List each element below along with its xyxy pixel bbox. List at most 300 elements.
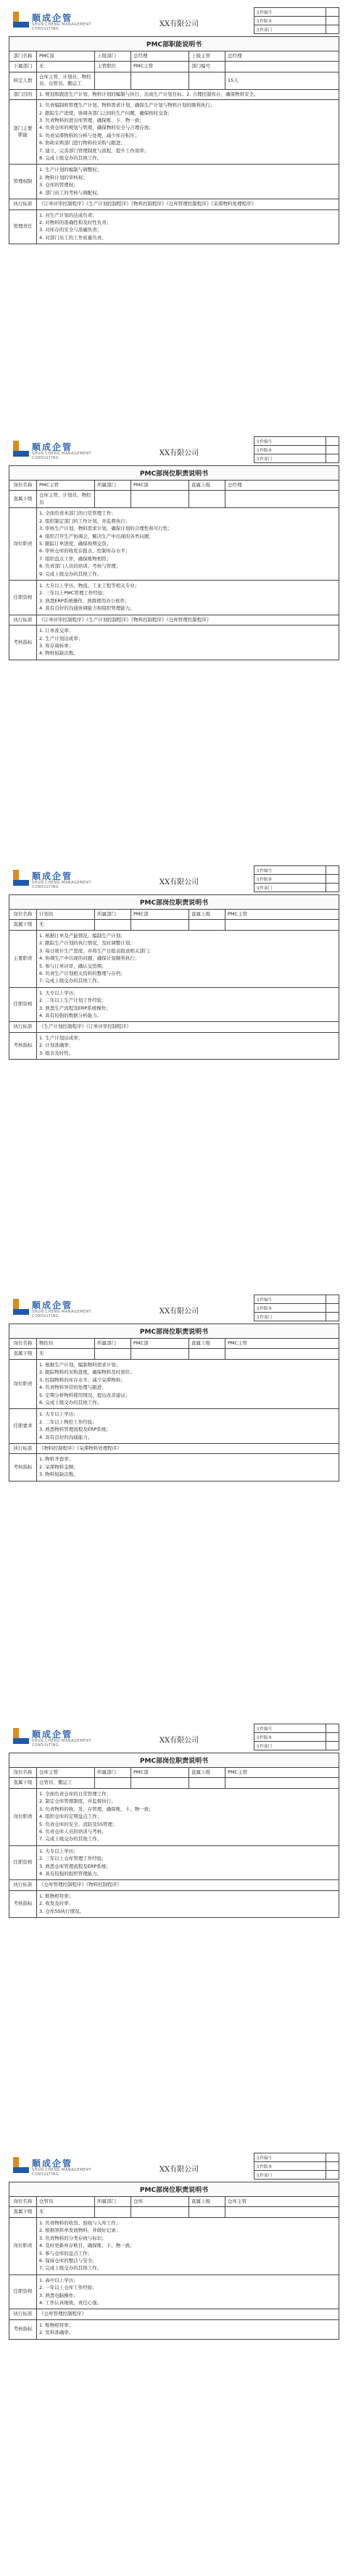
- table-cell: [131, 920, 189, 930]
- list-item: 4. 协调生产中出现的问题，确保计划顺利执行；: [39, 955, 140, 962]
- list-item: 2. 跟踪生产计划的执行情况，及时调整计划；: [39, 940, 135, 947]
- list-item: 1. 负责物料的收货、验收与入库工作；: [39, 2219, 121, 2226]
- row-label: 考核指标: [9, 2319, 37, 2339]
- document-page: [9, 4, 339, 428]
- table-cell: [225, 1778, 339, 1788]
- table-cell: 仓管员: [37, 2197, 95, 2207]
- duty-list: [39, 1035, 336, 1057]
- duty-list: [39, 167, 336, 196]
- logo-mark-icon: [13, 1299, 29, 1315]
- doc-field-value: [326, 1733, 339, 1742]
- table-cell: PMC主管: [225, 910, 339, 920]
- list-item: 4. 部门员工的考核与调配权。: [39, 189, 102, 196]
- table-cell: [189, 491, 225, 508]
- row-label: 主要职责: [9, 930, 37, 987]
- row-text: 《仓库管理控制程序》: [39, 2311, 86, 2317]
- company-name: XX有限公司: [159, 20, 199, 28]
- table-cell: 无: [37, 1349, 95, 1359]
- row-content: [37, 987, 339, 1022]
- table-row: [9, 1890, 339, 1917]
- doc-field-label: 文件部门: [254, 1313, 326, 1321]
- table-row: [9, 1444, 339, 1454]
- table-row: [9, 1022, 339, 1032]
- table-cell: [189, 72, 225, 89]
- list-item: 7. 完成上级交办的其他工作。: [39, 1836, 102, 1842]
- duty-list: [39, 2322, 336, 2337]
- list-item: 3. 仓库的管理权；: [39, 182, 78, 188]
- table-row: [9, 89, 339, 99]
- list-item: 3. 控制物料的库存水平，减少呆滞物料；: [39, 1376, 125, 1383]
- row-content: [37, 2217, 339, 2274]
- doc-field-label: 文件版本: [254, 875, 326, 884]
- company-logo: [13, 1299, 94, 1316]
- list-item: 6. 完成上级交办的其他工作。: [39, 1399, 102, 1405]
- list-item: 4. 负责仓库的规划与管理，确保物料安全与合理存放；: [39, 125, 154, 131]
- table-cell: 直属上级: [189, 1768, 225, 1778]
- list-item: 2. 发料准确率。: [39, 2330, 74, 2336]
- list-item: 3. 熟悉物料管理流程及ERP系统；: [39, 1426, 111, 1433]
- table-cell: 所属部门: [95, 481, 131, 491]
- company-logo: [13, 1728, 94, 1748]
- list-item: 1. 对生产计划的达成负责；: [39, 212, 97, 218]
- table-cell: 仓库主管: [225, 2197, 339, 2207]
- logo-text: 顺成企管: [32, 13, 73, 23]
- document-page: [9, 1721, 339, 2144]
- row-content: [37, 89, 339, 99]
- doc-field-label: 文件部门: [254, 454, 326, 463]
- company-logo: [13, 870, 94, 887]
- list-item: 4. 对部门员工的工作质量负责。: [39, 234, 107, 241]
- table-cell: [189, 1778, 225, 1788]
- list-item: 6. 协助采购部门进行物料的采购与跟进；: [39, 140, 125, 146]
- table-cell: 直属下级: [9, 1778, 37, 1788]
- page-title: PMC部职能说明书: [9, 36, 339, 51]
- doc-field-value: [326, 2171, 339, 2180]
- table-cell: 总经理: [225, 51, 339, 62]
- page-header: [9, 863, 339, 894]
- list-item: 3. 审核生产计划、物料需求计划，确保计划的合理性和可行性；: [39, 525, 173, 532]
- list-item: 2. 收发及时率；: [39, 1900, 74, 1907]
- table-cell: 无: [37, 920, 95, 930]
- doc-field-label: 文件部门: [254, 2171, 326, 2180]
- duty-table: [9, 909, 339, 1060]
- duty-list: [39, 1848, 336, 1878]
- table-cell: [95, 920, 131, 930]
- logo-text: 顺成企管: [32, 1729, 73, 1740]
- row-content: [37, 1409, 339, 1444]
- duty-list: [39, 1411, 336, 1441]
- list-item: 1. 根据订单及产能情况，编制生产计划；: [39, 932, 125, 939]
- list-item: 4. 及时更新库存账目，确保账、卡、物一致；: [39, 2243, 135, 2249]
- page-title: PMC部岗位职责说明书: [9, 894, 339, 909]
- page-header: [9, 1292, 339, 1324]
- page-header: [9, 433, 339, 465]
- doc-info-box: [254, 1295, 339, 1321]
- table-row: [9, 1778, 339, 1788]
- table-cell: 岗位名称: [9, 1339, 37, 1349]
- table-cell: [225, 920, 339, 930]
- table-cell: 核定人数: [9, 72, 37, 89]
- list-item: 1. 账物相符率；: [39, 1892, 74, 1899]
- logo-subtext: SHUN CHENG MANAGEMENT CONSULTING: [32, 1310, 92, 1318]
- table-cell: 部门编号: [189, 62, 225, 72]
- table-cell: 岗位名称: [9, 1768, 37, 1778]
- list-item: 1. 高中以上学历；: [39, 2277, 78, 2283]
- document-page: [9, 1292, 339, 1715]
- table-row: [9, 1359, 339, 1409]
- list-item: 2. 组织制定部门的工作计划，并监督执行；: [39, 518, 130, 524]
- doc-info-box: [254, 7, 339, 34]
- logo-subtext: SHUN CHENG MANAGEMENT CONSULTING: [32, 1739, 92, 1748]
- table-cell: 部门名称: [9, 51, 37, 62]
- row-content: [37, 1880, 339, 1890]
- row-text: 《仓库管理控制程序》《物料控制程序》: [39, 1882, 122, 1888]
- list-item: 6. 负责仓库人员的培训与考核；: [39, 1828, 107, 1835]
- list-item: 4. 工作认真细致，责任心强。: [39, 2300, 102, 2306]
- row-label: 执行标准: [9, 1880, 37, 1890]
- list-item: 2. 二年以上物控工作经验；: [39, 1418, 97, 1425]
- table-row: [9, 1768, 339, 1778]
- page-header: [9, 2150, 339, 2182]
- logo-subtext: SHUN CHENG MANAGEMENT CONSULTING: [32, 881, 92, 889]
- row-content: [37, 930, 339, 987]
- row-label: 考核指标: [9, 1032, 37, 1059]
- row-text: 《生产计划控制程序》《订单评审控制程序》: [39, 1023, 131, 1030]
- table-cell: 直属下级: [9, 2207, 37, 2217]
- duty-list: [39, 628, 336, 657]
- duty-table: [9, 1338, 339, 1482]
- doc-info-box: [254, 436, 339, 463]
- list-item: 1. 大专以上学历，物流、工业工程等相关专业；: [39, 583, 140, 589]
- duty-list: [39, 510, 336, 578]
- table-cell: PMC主管: [131, 62, 189, 72]
- doc-field-value: [326, 1724, 339, 1733]
- table-row: [9, 199, 339, 209]
- row-label: 部门目的: [9, 89, 37, 99]
- table-cell: 上级主管: [189, 51, 225, 62]
- table-cell: PMC主管: [225, 1339, 339, 1349]
- row-text: 《订单评审控制程序》《生产计划控制程序》《物料控制程序》《仓库管理控制程序》《呆滞物料处理程序》: [39, 201, 256, 207]
- list-item: 5. 参与订单评审，确认交货期；: [39, 963, 107, 969]
- table-cell: [131, 1778, 189, 1788]
- row-content: [37, 1454, 339, 1481]
- table-cell: [225, 62, 339, 72]
- document-page: [9, 2150, 339, 2573]
- table-cell: PMC部: [37, 51, 95, 62]
- table-cell: 所属部门: [95, 910, 131, 920]
- row-content: [37, 2274, 339, 2309]
- document-page: [9, 863, 339, 1286]
- table-cell: 物控员: [37, 1339, 95, 1349]
- table-cell: [95, 1778, 131, 1788]
- table-row: [9, 1349, 339, 1359]
- table-cell: [225, 491, 339, 508]
- list-item: 2. 跟踪物料的采购进度，确保物料及时到位；: [39, 1369, 135, 1376]
- list-item: 4. 组织仓库的定期盘点工作；: [39, 1813, 102, 1820]
- duty-list: [39, 1456, 336, 1478]
- logo-mark-icon: [13, 1728, 29, 1744]
- list-item: 1. 生产计划的编制与调整权；: [39, 167, 102, 173]
- duty-list: [39, 1791, 336, 1843]
- doc-field-value: [326, 1295, 339, 1304]
- list-item: 1. 大专以上学历；: [39, 989, 78, 996]
- row-content: [37, 1359, 339, 1409]
- logo-text: 顺成企管: [32, 1300, 73, 1310]
- company-logo: [13, 2157, 94, 2177]
- duty-list: [39, 2220, 336, 2272]
- row-label: 任职资格: [9, 2274, 37, 2309]
- table-cell: 所属部门: [95, 1768, 131, 1778]
- row-content: [37, 615, 339, 625]
- duty-list: [39, 2277, 336, 2307]
- list-item: 1. 订单准交率；: [39, 628, 74, 634]
- row-label: 考核指标: [9, 1454, 37, 1481]
- list-item: 6. 审核仓库的收发存报表，控制库存水平；: [39, 548, 130, 554]
- doc-field-label: 文件编号: [254, 437, 326, 446]
- row-content: [37, 2319, 339, 2339]
- list-item: 2. 根据领料单发放物料，并做好记录；: [39, 2227, 121, 2234]
- list-item: 3. 熟悉生产流程及ERP系统操作；: [39, 1005, 111, 1011]
- row-label: 管理责任: [9, 209, 37, 244]
- table-cell: 直属上级: [189, 910, 225, 920]
- list-item: 7. 完成上级交办的其他工作。: [39, 2265, 102, 2272]
- doc-field-label: 文件编号: [254, 2153, 326, 2162]
- doc-field-label: 文件部门: [254, 884, 326, 892]
- doc-field-value: [326, 1304, 339, 1313]
- table-row: [9, 987, 339, 1022]
- document-page: [9, 433, 339, 857]
- doc-field-value: [326, 2153, 339, 2162]
- row-content: [37, 165, 339, 199]
- table-cell: 无: [37, 2207, 95, 2217]
- doc-field-value: [326, 884, 339, 892]
- list-item: 8. 完成上级交办的其他工作。: [39, 155, 102, 162]
- duty-list: [39, 1362, 336, 1407]
- company-logo: [13, 441, 94, 458]
- doc-field-value: [326, 17, 339, 25]
- list-item: 5. 跟踪订单进度，确保按期交货；: [39, 540, 112, 547]
- table-cell: [95, 2207, 131, 2217]
- list-item: 2. 一年以上仓库工作经验；: [39, 2285, 97, 2291]
- company-name: XX有限公司: [159, 1308, 199, 1316]
- table-cell: [189, 1349, 225, 1359]
- row-content: [37, 1444, 339, 1454]
- doc-field-label: 文件版本: [254, 1304, 326, 1313]
- table-row: [9, 581, 339, 615]
- list-item: 4. 物料短缺次数。: [39, 650, 78, 657]
- table-row: [9, 1032, 339, 1059]
- logo-mark-icon: [13, 441, 29, 457]
- row-label: 部门主要职能: [9, 100, 37, 165]
- table-row: [9, 491, 339, 508]
- duty-table: [9, 2196, 339, 2340]
- table-row: [9, 1880, 339, 1890]
- list-item: 2. 三年以上仓库管理工作经验；: [39, 1856, 107, 1862]
- row-text: 《订单评审控制程序》《生产计划控制程序》《物料控制程序》《仓库管理控制程序》: [39, 616, 212, 623]
- doc-field-value: [326, 866, 339, 875]
- logo-mark-icon: [13, 12, 29, 28]
- doc-field-value: [326, 25, 339, 34]
- list-item: 1. 物料齐套率；: [39, 1456, 74, 1463]
- doc-field-label: 文件版本: [254, 17, 326, 25]
- list-item: 3. 负责物料的收、发、存管理，确保账、卡、物一致；: [39, 1806, 154, 1812]
- table-cell: 总经理: [225, 481, 339, 491]
- table-row: [9, 481, 339, 491]
- table-cell: [131, 72, 189, 89]
- doc-field-label: 文件版本: [254, 1733, 326, 1742]
- list-item: 4. 具有较强的数据分析能力。: [39, 1013, 102, 1019]
- row-label: 岗位职责: [9, 1788, 37, 1845]
- table-cell: [225, 2207, 339, 2217]
- list-item: 2. 生产计划达成率；: [39, 635, 83, 641]
- table-row: [9, 209, 339, 244]
- row-label: 任职资格: [9, 1845, 37, 1880]
- row-label: 执行标准: [9, 2309, 37, 2319]
- duty-table: [9, 51, 339, 244]
- table-row: [9, 920, 339, 930]
- row-content: [37, 100, 339, 165]
- doc-field-value: [326, 1742, 339, 1750]
- duty-list: [39, 990, 336, 1020]
- doc-field-value: [326, 454, 339, 463]
- table-cell: [95, 72, 131, 89]
- table-row: [9, 2319, 339, 2339]
- row-label: 执行标准: [9, 1022, 37, 1032]
- list-item: 3. 报表及时性。: [39, 1050, 74, 1056]
- list-item: 3. 仓库5S执行情况。: [39, 1908, 85, 1914]
- row-label: 岗位职责: [9, 1359, 37, 1409]
- list-item: 4. 组织召开生产协调会，解决生产中出现的各类问题；: [39, 533, 154, 539]
- row-content: [37, 1845, 339, 1880]
- table-cell: 直属下级: [9, 491, 37, 508]
- list-item: 5. 定期分析物料使用情况，提出改善建议；: [39, 1392, 130, 1398]
- row-text: 1. 规划和跟进生产计划、物料计划的编制与执行，达成生产计划目标；2. 合理控制库存，确保物料安全。: [39, 91, 259, 97]
- table-cell: [131, 491, 189, 508]
- row-label: 任职要求: [9, 1409, 37, 1444]
- duty-list: [39, 212, 336, 242]
- logo-mark-icon: [13, 2157, 29, 2173]
- duty-list: [39, 1893, 336, 1915]
- list-item: 1. 账物相符率；: [39, 2322, 74, 2328]
- table-cell: 计划员: [37, 910, 95, 920]
- row-label: 岗位职责: [9, 508, 37, 581]
- page-title: PMC部岗位职责说明书: [9, 465, 339, 480]
- table-row: [9, 100, 339, 165]
- list-item: 4. 具有良好的沟通协调能力和组织管理能力。: [39, 605, 135, 612]
- list-item: 1. 大专以上学历；: [39, 1848, 78, 1854]
- table-cell: 岗位名称: [9, 2197, 37, 2207]
- duty-list: [39, 583, 336, 612]
- row-content: [37, 199, 339, 209]
- table-cell: 直属上级: [189, 2197, 225, 2207]
- doc-field-value: [326, 446, 339, 454]
- company-name: XX有限公司: [159, 449, 199, 457]
- table-cell: 直属下级: [9, 1349, 37, 1359]
- table-cell: 仓库主管、计划员、物控员: [37, 491, 95, 508]
- row-label: 管理权限: [9, 165, 37, 199]
- logo-subtext: SHUN CHENG MANAGEMENT CONSULTING: [32, 22, 92, 31]
- list-item: 1. 全面负责本部门的日常管理工作；: [39, 510, 116, 517]
- list-item: 3. 每日统计生产进度，并将生产日报表报送相关部门；: [39, 947, 154, 954]
- row-text: 《物料控制程序》《呆滞物料处理程序》: [39, 1445, 122, 1452]
- duty-list: [39, 933, 336, 985]
- doc-field-label: 文件版本: [254, 2162, 326, 2171]
- list-item: 6. 负责生产计划相关资料的整理与存档；: [39, 970, 125, 976]
- table-row: [9, 1454, 339, 1481]
- table-cell: 总经理: [131, 51, 189, 62]
- table-cell: 下属部门: [9, 62, 37, 72]
- list-item: 9. 完成上级交办的其他工作。: [39, 570, 102, 577]
- table-cell: PMC部: [131, 1339, 189, 1349]
- table-cell: PMC部: [131, 910, 189, 920]
- logo-subtext: SHUN CHENG MANAGEMENT CONSULTING: [32, 452, 92, 460]
- row-label: 任职资格: [9, 987, 37, 1022]
- list-item: 7. 组织盘点工作，确保账物相符；: [39, 555, 112, 562]
- row-label: 任职资格: [9, 581, 37, 615]
- logo-text: 顺成企管: [32, 442, 73, 452]
- doc-info-box: [254, 865, 339, 892]
- list-item: 2. 三年以上PMC管理工作经验；: [39, 590, 107, 597]
- row-content: [37, 1890, 339, 1917]
- company-logo: [13, 12, 94, 29]
- table-cell: 主管职位: [95, 62, 131, 72]
- doc-field-label: 文件编号: [254, 866, 326, 875]
- list-item: 2. 制定仓库管理制度，并监督执行；: [39, 1798, 116, 1805]
- logo-mark-icon: [13, 870, 29, 886]
- row-label: 执行标准: [9, 199, 37, 209]
- row-content: [37, 626, 339, 660]
- page-header: [9, 1721, 339, 1753]
- row-content: [37, 209, 339, 244]
- page-header: [9, 4, 339, 36]
- table-row: [9, 508, 339, 581]
- row-content: [37, 2309, 339, 2319]
- list-item: 1. 根据生产计划，编制物料需求计划；: [39, 1361, 121, 1368]
- table-row: [9, 72, 339, 89]
- table-row: [9, 2207, 339, 2217]
- table-cell: 所属部门: [95, 1339, 131, 1349]
- table-row: [9, 930, 339, 987]
- row-label: 考核指标: [9, 626, 37, 660]
- table-cell: 仓库主管、计划员、物控员、仓管员、搬运工: [37, 72, 95, 89]
- doc-field-value: [326, 437, 339, 446]
- table-cell: PMC部: [131, 481, 189, 491]
- row-content: [37, 1022, 339, 1032]
- table-row: [9, 2309, 339, 2319]
- list-item: 3. 物料短缺次数。: [39, 1471, 78, 1478]
- table-row: [9, 2274, 339, 2309]
- company-name: XX有限公司: [159, 1737, 199, 1745]
- table-row: [9, 2217, 339, 2274]
- table-row: [9, 51, 339, 62]
- duty-table: [9, 480, 339, 660]
- list-item: 7. 建立、完善部门管理制度与流程，提升工作效率；: [39, 147, 149, 154]
- list-item: 2. 计划准确率；: [39, 1042, 74, 1049]
- row-label: 执行标准: [9, 615, 37, 625]
- list-item: 2. 二年以上生产计划工作经验；: [39, 997, 107, 1004]
- list-item: 3. 熟悉仓库管理流程及ERP系统；: [39, 1863, 111, 1869]
- page-title: PMC部岗位职责说明书: [9, 2182, 339, 2196]
- table-cell: 上级部门: [95, 51, 131, 62]
- table-cell: 直属上级: [189, 1339, 225, 1349]
- list-item: 5. 参与仓库的盘点工作；: [39, 2250, 93, 2256]
- list-item: 7. 完成上级交办的其他工作。: [39, 978, 102, 984]
- table-row: [9, 1339, 339, 1349]
- list-item: 6. 保持仓库的整洁与安全；: [39, 2257, 97, 2264]
- table-cell: 所属部门: [95, 2197, 131, 2207]
- table-cell: [189, 2207, 225, 2217]
- list-item: 1. 负责编制和管理生产计划、物料需求计划，确保生产计划与物料计划的顺利执行；: [39, 102, 215, 109]
